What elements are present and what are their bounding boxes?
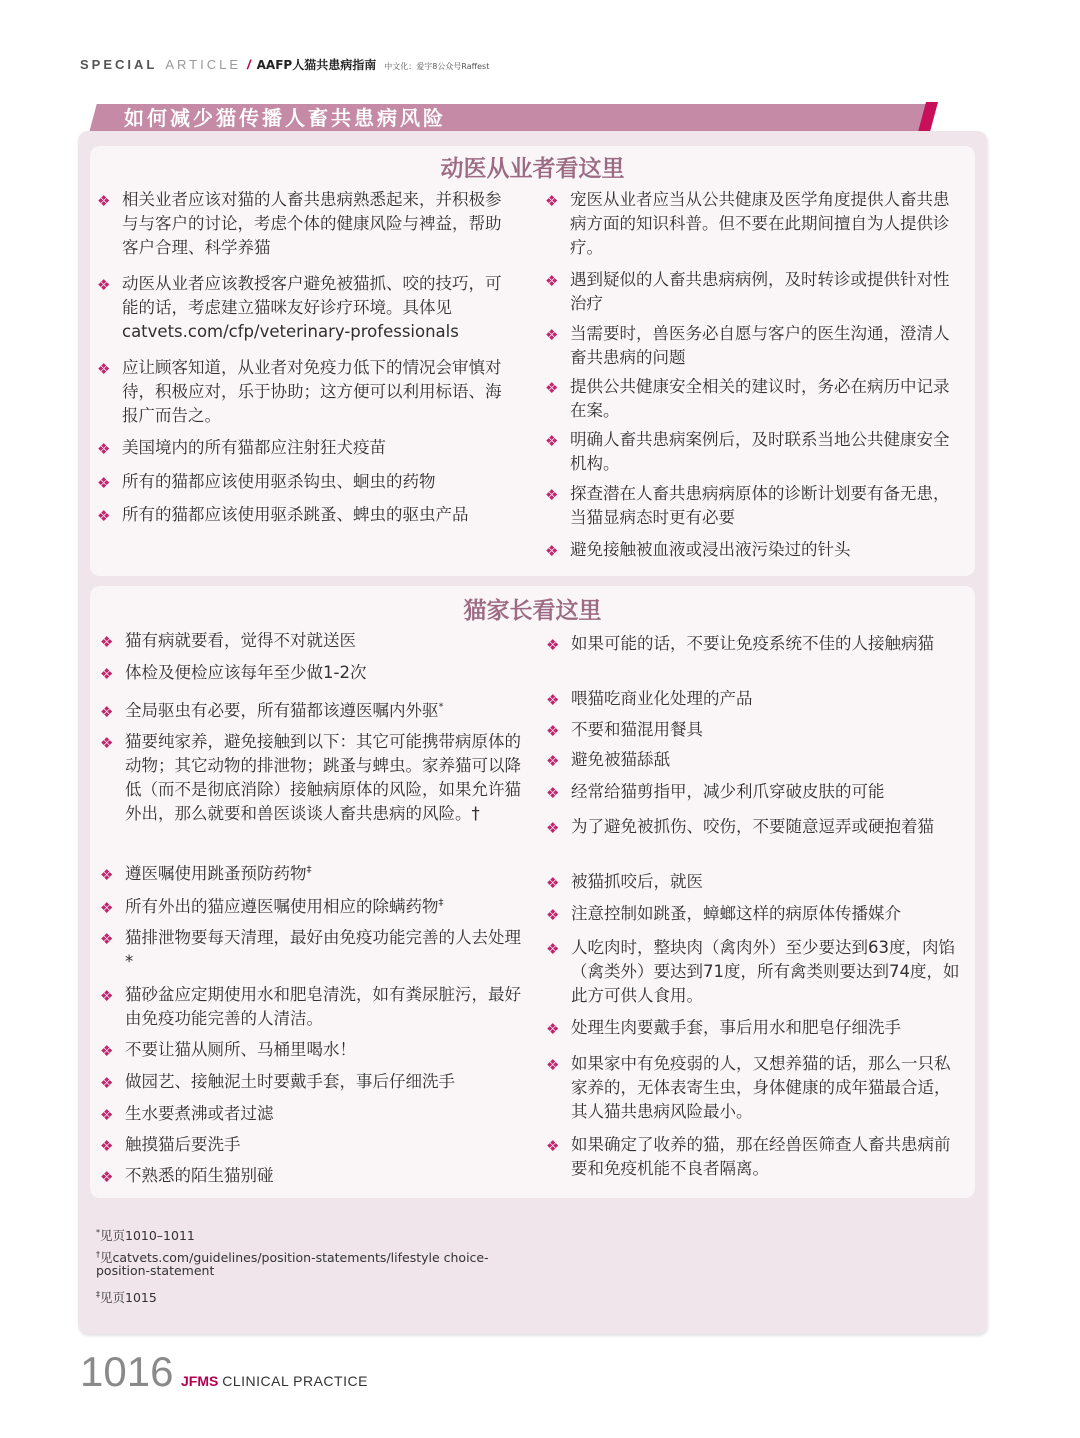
list-item (543, 780, 961, 815)
vets-right-list (542, 188, 957, 562)
diamond-bullet-icon: ❖ (100, 1042, 114, 1060)
diamond-bullet-icon: ❖ (546, 819, 560, 837)
list-item (543, 718, 961, 748)
list-item-text: 猫要纯家养，避免接触到以下：其它可能携带病原体的动物；其它动物的排泄物；跳蚤与蜱虫。家养猫可以降低（而不是彻底消除）接触病原体的风险，如果允许猫外出，那么就要和兽医谈谈人畜共患病的风险。† (125, 732, 521, 823)
list-item-text: 明确人畜共患病案例后，及时联系当地公共健康安全机构。 (570, 430, 950, 473)
list-item (97, 926, 527, 983)
list-item-text: 体检及便检应该每年至少做1-2次 (125, 663, 367, 682)
list-item-text: 避免被猫舔舐 (571, 750, 670, 769)
list-item (542, 268, 957, 322)
owners-right-list (543, 632, 961, 1181)
list-item (97, 1102, 527, 1133)
list-item-text: 如果家中有免疫弱的人，又想养猫的话，那么一只私家养的，无体表寄生虫，身体健康的成年猫最合适，其人猫共患病风险最小。 (571, 1054, 951, 1121)
list-item-text: 不要让猫从厕所、马桶里喝水！ (125, 1040, 356, 1059)
diamond-bullet-icon: ❖ (546, 874, 560, 892)
footnote-text: 见页1010–1011 (100, 1228, 195, 1243)
list-item (97, 699, 527, 730)
banner-title: 如何减少猫传播人畜共患病风险 (124, 106, 446, 130)
list-item (97, 862, 527, 895)
footnote-text: 见catvets.com/guidelines/position-statements/lifestyle choice-position-statement (96, 1250, 489, 1279)
footnote-mark: ‡ (438, 897, 444, 909)
footnote (96, 1248, 516, 1286)
list-item-text: 所有外出的猫应遵医嘱使用相应的除螨药物 (125, 897, 439, 916)
list-item (543, 748, 961, 780)
list-item (543, 687, 961, 718)
list-item (542, 375, 957, 428)
diamond-bullet-icon: ❖ (100, 987, 114, 1005)
list-item-text: 猫有病就要看，觉得不对就送医 (125, 631, 356, 650)
diamond-bullet-icon: ❖ (546, 906, 560, 924)
list-item (543, 902, 961, 936)
article-title: AAFP人猫共患病指南 (256, 58, 377, 72)
list-item (97, 1070, 527, 1102)
translation-credit: 中文化：爱宇8公众号Raffest (384, 62, 490, 71)
diamond-bullet-icon: ❖ (545, 379, 559, 397)
diamond-bullet-icon: ❖ (100, 633, 114, 651)
list-item (543, 815, 961, 870)
list-item-text: 猫排泄物要每天清理，最好由免疫功能完善的人去处理* (125, 928, 521, 971)
diamond-bullet-icon: ❖ (546, 1020, 560, 1038)
diamond-bullet-icon: ❖ (545, 542, 559, 560)
journal-name (181, 1372, 368, 1390)
list-item (94, 188, 514, 272)
list-item (97, 1038, 527, 1070)
diamond-bullet-icon: ❖ (100, 866, 114, 884)
diamond-bullet-icon: ❖ (100, 665, 114, 683)
list-item-text: 人吃肉时，整块肉（禽肉外）至少要达到63度，肉馅（禽类外）要达到71度，所有禽类则要达到74度，如此方可供人食用。 (571, 938, 960, 1005)
page-number: 1016 (80, 1348, 174, 1395)
owners-left-list (97, 629, 527, 1188)
journal-abbr: JFMS (181, 1373, 219, 1389)
list-item-text: 所有的猫都应该使用驱杀钩虫、蛔虫的药物 (122, 472, 436, 491)
list-item (543, 1016, 961, 1052)
diamond-bullet-icon: ❖ (97, 474, 111, 492)
list-item (542, 322, 957, 375)
diamond-bullet-icon: ❖ (100, 1137, 114, 1155)
list-item-text: 猫砂盆应定期使用水和肥皂清洗，如有粪尿脏污，最好由免疫功能完善的人清洁。 (125, 985, 521, 1028)
list-item-text: 所有的猫都应该使用驱杀跳蚤、蜱虫的驱虫产品 (122, 505, 469, 524)
diamond-bullet-icon: ❖ (546, 722, 560, 740)
diamond-bullet-icon: ❖ (546, 1056, 560, 1074)
list-item (94, 356, 514, 436)
footnote-mark: * (438, 701, 444, 713)
diamond-bullet-icon: ❖ (100, 899, 114, 917)
diamond-bullet-icon: ❖ (545, 432, 559, 450)
list-item-text: 宠医从业者应当从公共健康及医学角度提供人畜共患病方面的知识科普。但不要在此期间擅自为人提供诊疗。 (570, 190, 950, 257)
list-item (97, 983, 527, 1038)
list-item-text: 当需要时，兽医务必自愿与客户的医生沟通，澄清人畜共患病的问题 (570, 324, 950, 367)
diamond-bullet-icon: ❖ (545, 486, 559, 504)
list-item-text: 被猫抓咬后，就医 (571, 872, 703, 891)
list-item (94, 503, 514, 527)
section-label-article: ARTICLE (165, 57, 242, 72)
diamond-bullet-icon: ❖ (545, 192, 559, 210)
footnote (96, 1226, 516, 1248)
list-item-text: 经常给猫剪指甲，减少利爪穿破皮肤的可能 (571, 782, 885, 801)
list-item (97, 895, 527, 926)
diamond-bullet-icon: ❖ (100, 703, 114, 721)
list-item (94, 272, 514, 356)
list-item (542, 538, 957, 562)
list-item-text: 如果确定了收养的猫，那在经兽医筛查人畜共患病前要和免疫机能不良者隔离。 (571, 1135, 951, 1178)
vets-section-title: 动医从业者看这里 (440, 156, 625, 182)
diamond-bullet-icon: ❖ (100, 1106, 114, 1124)
list-item-text: 为了避免被抓伤、咬伤，不要随意逗弄或硬抱着猫 (571, 817, 934, 836)
list-item (542, 482, 957, 538)
list-item (543, 936, 961, 1016)
diamond-bullet-icon: ❖ (100, 1168, 114, 1186)
list-item-text: 提供公共健康安全相关的建议时，务必在病历中记录在案。 (570, 377, 950, 420)
list-item-text: 遵医嘱使用跳蚤预防药物 (125, 864, 307, 883)
list-item-text: 不要和猫混用餐具 (571, 720, 703, 739)
list-item (97, 661, 527, 699)
footnotes (96, 1226, 516, 1306)
list-item-text: 注意控制如跳蚤，蟑螂这样的病原体传播媒介 (571, 904, 901, 923)
footnote-mark: ‡ (96, 1289, 100, 1299)
owners-section-title: 猫家长看这里 (463, 598, 602, 624)
diamond-bullet-icon: ❖ (97, 276, 111, 294)
diamond-bullet-icon: ❖ (545, 326, 559, 344)
section-label-special: SPECIAL (80, 57, 158, 72)
list-item (543, 632, 961, 687)
list-item-text: 生水要煮沸或者过滤 (125, 1104, 274, 1123)
diamond-bullet-icon: ❖ (97, 360, 111, 378)
running-header (80, 56, 489, 76)
vets-left-list (94, 188, 514, 527)
list-item (542, 428, 957, 482)
list-item-text: 避免接触被血液或浸出液污染过的针头 (570, 540, 851, 559)
list-item-text: 遇到疑似的人畜共患病病例，及时转诊或提供针对性治疗 (570, 270, 950, 313)
list-item (97, 1164, 527, 1188)
diamond-bullet-icon: ❖ (100, 930, 114, 948)
footnote-mark: † (96, 1250, 100, 1259)
list-item-text: 不熟悉的陌生猫别碰 (125, 1166, 274, 1185)
diamond-bullet-icon: ❖ (546, 784, 560, 802)
list-item (543, 1052, 961, 1133)
list-item-text: 相关业者应该对猫的人畜共患病熟悉起来，并积极参与与客户的讨论，考虑个体的健康风险与裨益，帮助客户合理、科学养猫 (122, 190, 502, 257)
diamond-bullet-icon: ❖ (546, 636, 560, 654)
list-item-text: 喂猫吃商业化处理的产品 (571, 689, 753, 708)
list-item-text: 处理生肉要戴手套，事后用水和肥皂仔细洗手 (571, 1018, 901, 1037)
list-item (97, 1133, 527, 1164)
list-item (94, 436, 514, 470)
list-item-text: 美国境内的所有猫都应注射狂犬疫苗 (122, 438, 386, 457)
journal-subtitle: CLINICAL PRACTICE (222, 1373, 368, 1389)
footnote (96, 1288, 516, 1306)
footnote-mark: * (96, 1227, 100, 1237)
diamond-bullet-icon: ❖ (97, 192, 111, 210)
list-item-text: 探查潜在人畜共患病病原体的诊断计划要有备无患，当猫显病态时更有必要 (570, 484, 950, 527)
diamond-bullet-icon: ❖ (97, 440, 111, 458)
list-item-text: 全局驱虫有必要，所有猫都该遵医嘱内外驱 (125, 701, 439, 720)
list-item-text: 动医从业者应该教授客户避免被猫抓、咬的技巧，可能的话，考虑建立猫咪友好诊疗环境。具体见catvets.com/cfp/veterinary-professionals (122, 274, 502, 341)
footnote-text: 见页1015 (100, 1290, 157, 1305)
list-item-text: 如果可能的话，不要让免疫系统不佳的人接触病猫 (571, 634, 934, 653)
header-slash: / (247, 57, 251, 72)
diamond-bullet-icon: ❖ (546, 1137, 560, 1155)
diamond-bullet-icon: ❖ (546, 940, 560, 958)
list-item (97, 730, 527, 862)
diamond-bullet-icon: ❖ (100, 1074, 114, 1092)
list-item (542, 188, 957, 268)
diamond-bullet-icon: ❖ (97, 507, 111, 525)
list-item-text: 做园艺、接触泥土时要戴手套，事后仔细洗手 (125, 1072, 455, 1091)
list-item (543, 1133, 961, 1181)
diamond-bullet-icon: ❖ (546, 752, 560, 770)
diamond-bullet-icon: ❖ (100, 734, 114, 752)
list-item-text: 触摸猫后要洗手 (125, 1135, 241, 1154)
list-item (94, 470, 514, 503)
footnote-mark: ‡ (306, 864, 312, 876)
list-item-text: 应让顾客知道，从业者对免疫力低下的情况会审慎对待，积极应对，乐于协助；这方便可以利用标语、海报广而告之。 (122, 358, 502, 425)
diamond-bullet-icon: ❖ (546, 691, 560, 709)
list-item (97, 629, 527, 661)
diamond-bullet-icon: ❖ (545, 272, 559, 290)
list-item (543, 870, 961, 902)
